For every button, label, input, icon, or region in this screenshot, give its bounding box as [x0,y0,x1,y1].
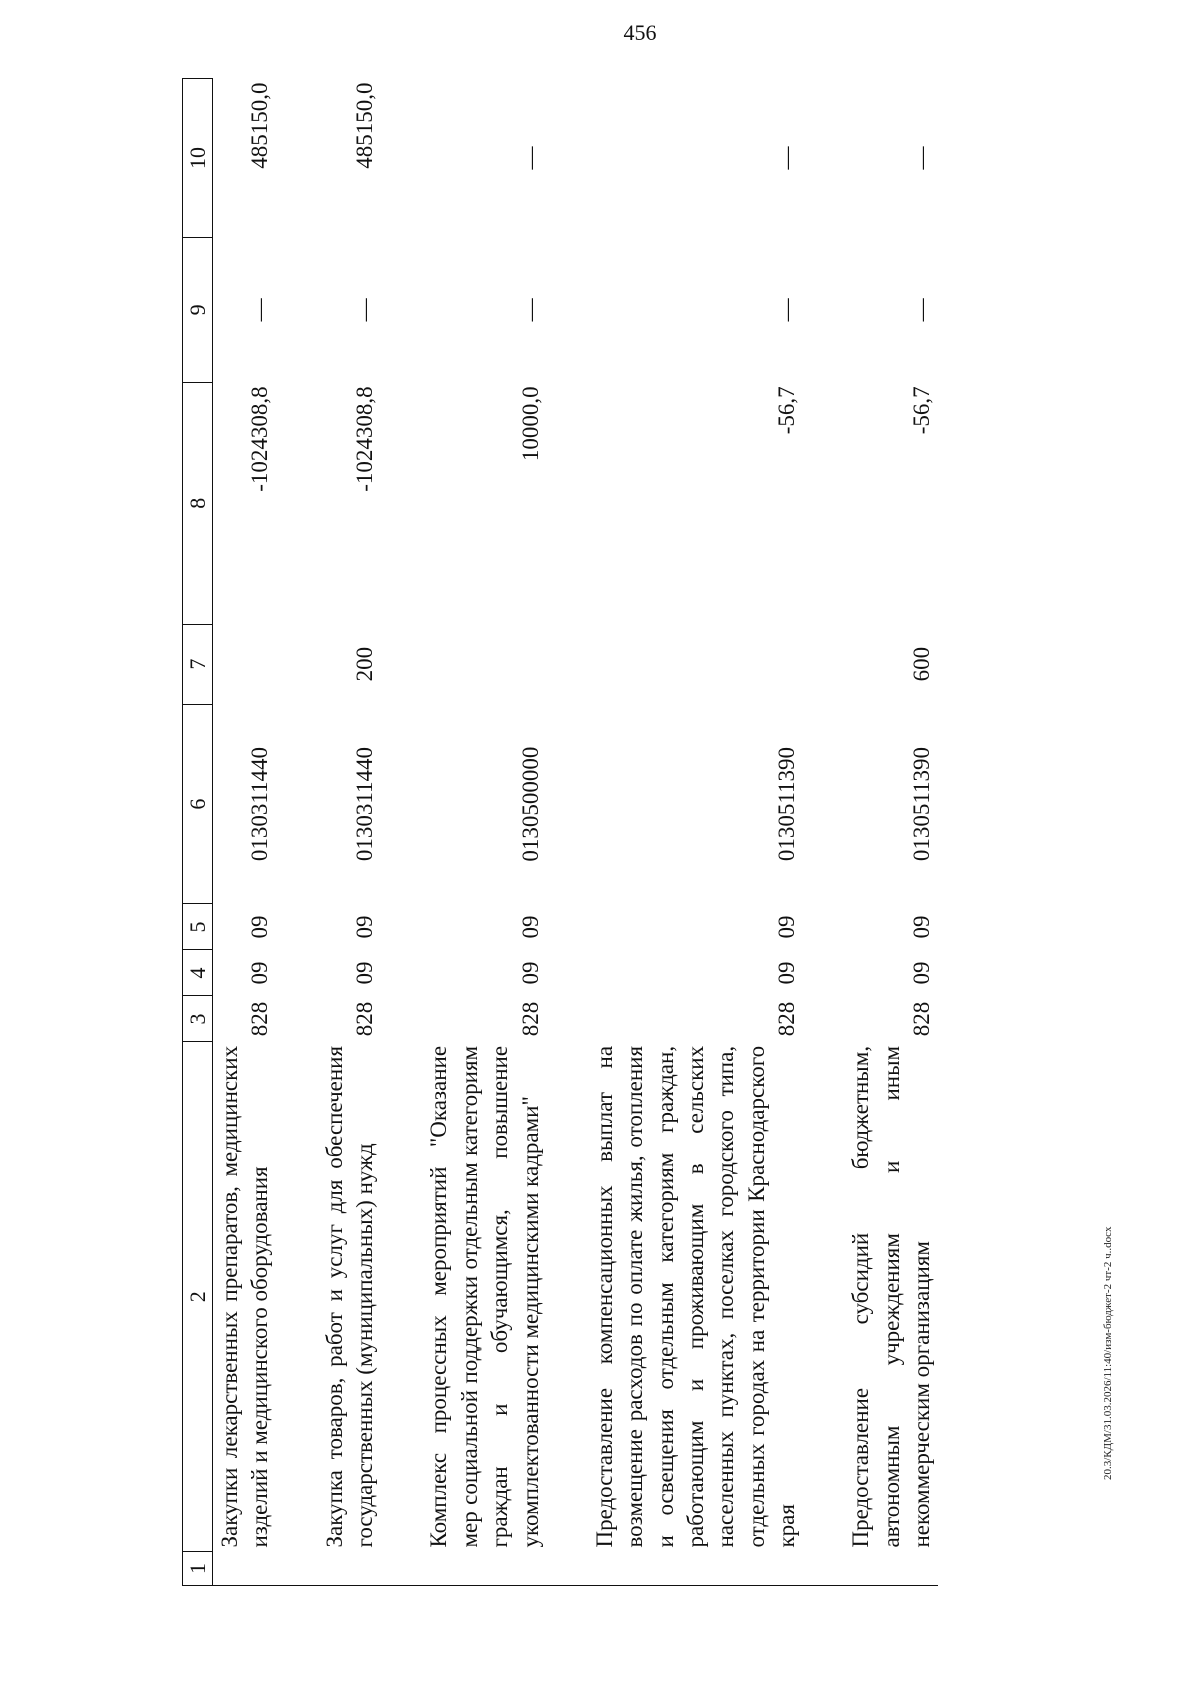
cell-col3: 828 [909,1001,935,1037]
cell-col8: -1024308,8 [247,386,273,492]
cell-col3: 828 [247,1001,273,1037]
column-header: 8 [183,382,213,624]
cell-col9: — [247,298,273,322]
cell-col9: — [517,298,543,322]
budget-table [182,78,938,1586]
cell-col5: 09 [774,915,800,939]
cell-col9: — [774,298,800,322]
cell-col4: 09 [774,961,800,985]
row-spacer [546,79,590,1586]
column-header: 4 [183,950,213,996]
cell-col10: — [909,146,935,170]
cell-col8: -1024308,8 [352,386,378,492]
row-number [320,1552,381,1586]
column-header: 3 [183,996,213,1042]
column-header: 10 [183,79,213,238]
row-spacer [802,79,846,1586]
cell-col4: 09 [352,961,378,985]
cell-col10: — [517,146,543,170]
cell-col9: — [909,298,935,322]
cell-col6: 0130311440 [247,746,273,862]
table-row [846,79,937,1586]
row-number [424,1552,545,1586]
cell-col7 [424,624,545,704]
cell-col7 [590,624,803,704]
cell-col5: 09 [909,915,935,939]
budget-table-sheet [182,78,1102,1586]
cell-col7: 200 [352,646,378,682]
cell-col10: 485150,0 [247,82,273,169]
column-header: 5 [183,904,213,950]
row-spacer [380,79,424,1586]
row-description: Предоставление субсидий бюджетным, автономным учреждениям и иным некоммерческим организациям [848,1045,935,1548]
cell-col3: 828 [352,1001,378,1037]
row-description: Комплекс процессных мероприятий "Оказание мер социальной поддержки отдельным категориям граждан и обучающимся, повышение укомплектованности медицинскими кадрами" [426,1045,543,1548]
row-number [213,1552,276,1586]
cell-col3: 828 [517,1001,543,1037]
cell-col10: 485150,0 [352,82,378,169]
column-header: 1 [183,1552,213,1586]
cell-col8: 10000,0 [517,386,543,462]
table-row [213,79,276,1586]
cell-col3: 828 [774,1001,800,1037]
table-row [590,79,803,1586]
table-row [424,79,545,1586]
row-number [590,1552,803,1586]
cell-col8: -56,7 [774,386,800,435]
row-spacer [276,79,320,1586]
cell-col4: 09 [909,961,935,985]
cell-col10: — [774,146,800,170]
cell-col7 [213,624,276,704]
cell-col6: 0130311440 [352,746,378,862]
document-footer-code: 20.3/КДМ/31.03.2026/11:40/изм-бюджет-2 чт-2 ч..docx [1102,1226,1114,1480]
row-description: Закупки лекарственных препаратов, медицинских изделий и медицинского оборудования [217,1045,273,1548]
cell-col8: -56,7 [909,386,935,435]
cell-col6: 0130511390 [774,746,800,862]
row-description: Закупка товаров, работ и услуг для обеспечения государственных (муниципальных) нужд [321,1045,378,1548]
table-header-row [183,79,213,1586]
page-number: 456 [623,20,657,45]
cell-col4: 09 [247,961,273,985]
column-header: 9 [183,238,213,383]
cell-col4: 09 [517,961,543,985]
row-description: Предоставление компенсационных выплат на возмещение расходов по оплате жилья, отопления и освещения отдельным категориям граждан, работающим и проживающим в сельских населенных пунктах, поселках городского типа, отдельных городах на территории Краснодарского края [591,1045,800,1548]
column-header: 2 [183,1042,213,1552]
table-row [320,79,381,1586]
cell-col9: — [352,298,378,322]
cell-col5: 09 [247,915,273,939]
row-number [846,1552,937,1586]
column-header: 7 [183,624,213,704]
cell-col6: 0130511390 [909,746,935,862]
column-header: 6 [183,704,213,904]
cell-col5: 09 [352,915,378,939]
cell-col7: 600 [909,646,935,682]
cell-col6: 0130500000 [517,746,543,862]
cell-col5: 09 [517,915,543,939]
